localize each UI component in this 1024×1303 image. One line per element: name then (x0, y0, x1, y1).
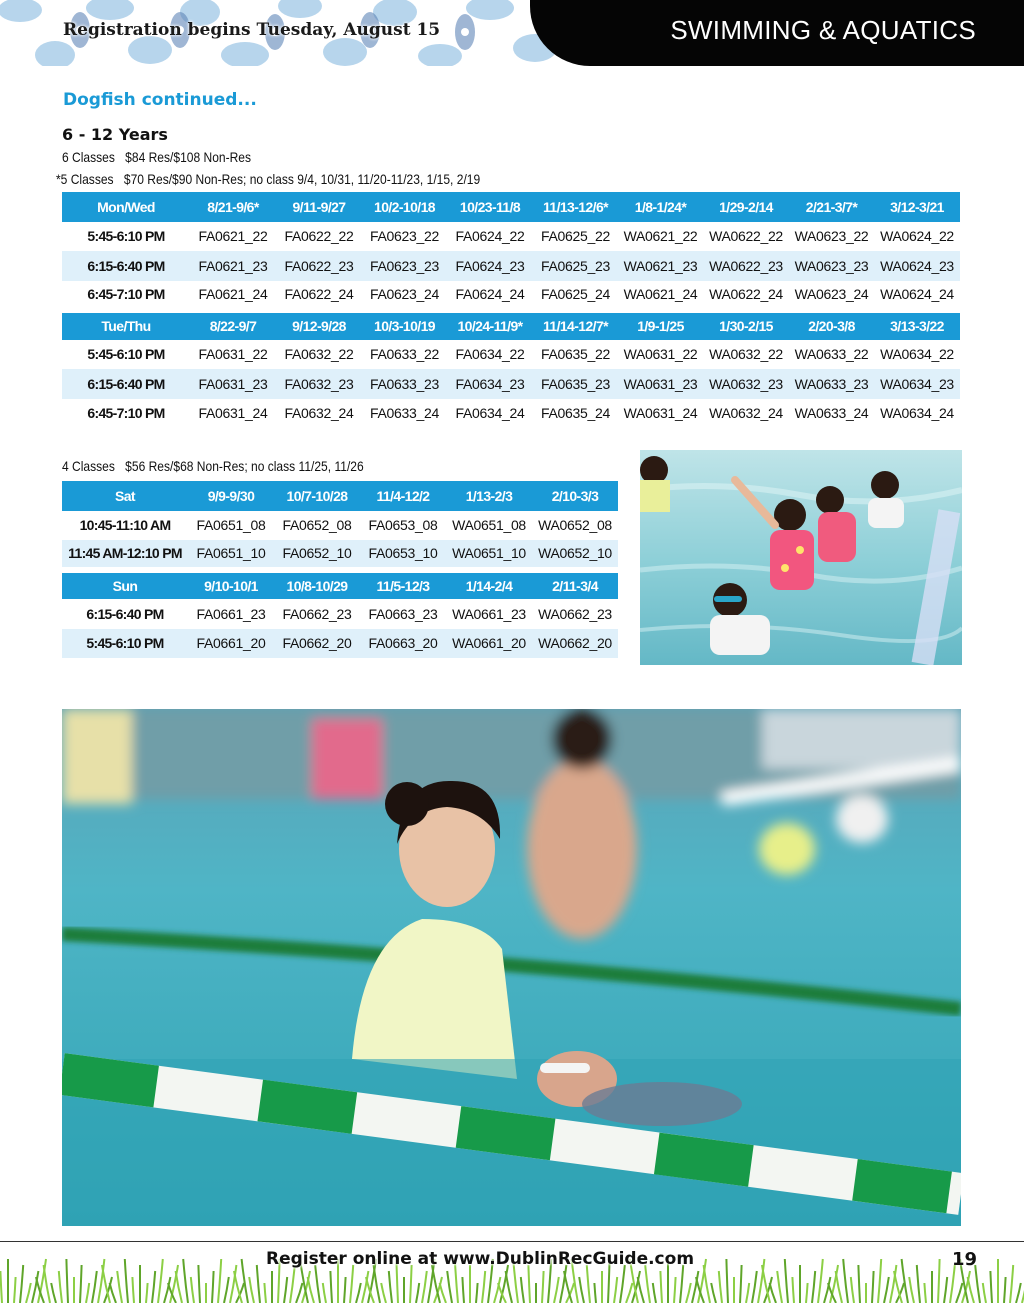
course-code: FA0633_23 (362, 369, 447, 399)
session-dates: 3/12-3/21 (874, 192, 960, 222)
course-code: FA0621_23 (190, 251, 276, 281)
children-swim-lesson-image (640, 450, 962, 665)
session-dates: 11/14-12/7* (533, 310, 618, 340)
course-code: FA0622_24 (276, 281, 362, 311)
course-code: WA0634_23 (874, 369, 960, 399)
course-code: FA0623_23 (362, 251, 447, 281)
session-dates: 9/11-9/27 (276, 192, 362, 222)
day-label: Sun (62, 570, 188, 600)
course-code: FA0635_23 (533, 369, 618, 399)
course-code: WA0623_22 (789, 222, 874, 252)
instructor-pool-lesson-image (62, 709, 961, 1226)
section-tab-title: SWIMMING & AQUATICS (670, 15, 976, 45)
pricing-5-classes (56, 171, 480, 187)
course-code: WA0624_23 (874, 251, 960, 281)
instructor-pool-lesson-photo (62, 709, 961, 1226)
course-code: WA0633_22 (789, 340, 874, 370)
course-code: FA0622_23 (276, 251, 362, 281)
session-dates: 10/24-11/9* (447, 310, 533, 340)
session-dates: 9/9-9/30 (188, 481, 274, 511)
course-code: WA0632_22 (703, 340, 789, 370)
course-code: WA0632_23 (703, 369, 789, 399)
pricing-6-classes (62, 149, 251, 165)
session-dates: 1/14-2/4 (446, 570, 532, 600)
course-code: WA0623_24 (789, 281, 874, 311)
table-row (62, 540, 618, 570)
session-dates: 11/5-12/3 (360, 570, 446, 600)
schedule-header-row (62, 481, 618, 511)
register-online-text: Register online at www.DublinRecGuide.com (266, 1249, 695, 1269)
course-code: FA0635_22 (533, 340, 618, 370)
class-time: 5:45-6:10 PM (62, 340, 190, 370)
session-dates: 2/20-3/8 (789, 310, 874, 340)
class-time: 6:15-6:40 PM (62, 599, 188, 629)
course-code: WA0633_23 (789, 369, 874, 399)
session-dates: 2/10-3/3 (532, 481, 618, 511)
session-dates: 2/21-3/7* (789, 192, 874, 222)
table-row (62, 369, 960, 399)
course-code: FA0633_24 (362, 399, 447, 429)
course-code: WA0622_22 (703, 222, 789, 252)
course-code: FA0662_20 (274, 629, 360, 659)
weekend-schedule-table (62, 481, 618, 658)
course-code: FA0625_22 (533, 222, 618, 252)
page-header (0, 0, 1024, 66)
class-time: 10:45-11:10 AM (62, 511, 188, 541)
session-dates: 1/29-2/14 (703, 192, 789, 222)
course-code: WA0621_22 (618, 222, 703, 252)
session-dates: 10/23-11/8 (447, 192, 533, 222)
course-code: WA0662_20 (532, 629, 618, 659)
course-code: FA0633_22 (362, 340, 447, 370)
course-code: WA0631_23 (618, 369, 703, 399)
course-code: WA0661_23 (446, 599, 532, 629)
class-time: 6:15-6:40 PM (62, 369, 190, 399)
age-group-heading: 6 - 12 Years (62, 125, 168, 144)
course-code: WA0624_22 (874, 222, 960, 252)
course-code: WA0662_23 (532, 599, 618, 629)
course-code: FA0661_23 (188, 599, 274, 629)
course-code: FA0631_24 (190, 399, 276, 429)
course-code: FA0622_22 (276, 222, 362, 252)
day-label: Mon/Wed (62, 192, 190, 222)
session-dates: 1/30-2/15 (703, 310, 789, 340)
course-code: WA0623_23 (789, 251, 874, 281)
course-code: FA0624_22 (447, 222, 533, 252)
session-dates: 10/7-10/28 (274, 481, 360, 511)
course-code: WA0631_24 (618, 399, 703, 429)
course-code: WA0651_10 (446, 540, 532, 570)
course-code: FA0621_24 (190, 281, 276, 311)
table-row (62, 281, 960, 311)
children-swim-lesson-photo (640, 450, 962, 665)
session-dates: 1/8-1/24* (618, 192, 703, 222)
session-dates: 3/13-3/22 (874, 310, 960, 340)
course-code: FA0663_23 (360, 599, 446, 629)
weekday-schedule-table (62, 192, 960, 428)
class-time: 6:15-6:40 PM (62, 251, 190, 281)
course-code: FA0634_24 (447, 399, 533, 429)
course-code: WA0621_23 (618, 251, 703, 281)
class-time: 5:45-6:10 PM (62, 222, 190, 252)
course-code: FA0652_10 (274, 540, 360, 570)
course-code: FA0652_08 (274, 511, 360, 541)
course-code: FA0623_24 (362, 281, 447, 311)
course-code: WA0661_20 (446, 629, 532, 659)
course-code: FA0651_10 (188, 540, 274, 570)
course-code: WA0632_24 (703, 399, 789, 429)
session-dates: 9/12-9/28 (276, 310, 362, 340)
pricing-count: 6 Classes (62, 149, 115, 165)
course-code: FA0653_10 (360, 540, 446, 570)
class-time: 5:45-6:10 PM (62, 629, 188, 659)
course-code: WA0624_24 (874, 281, 960, 311)
course-code: WA0622_23 (703, 251, 789, 281)
pricing-4-classes (62, 458, 364, 474)
course-code: FA0661_20 (188, 629, 274, 659)
session-dates: 11/4-12/2 (360, 481, 446, 511)
day-label: Tue/Thu (62, 310, 190, 340)
table-row (62, 511, 618, 541)
course-code: FA0662_23 (274, 599, 360, 629)
course-code: FA0625_23 (533, 251, 618, 281)
schedule-header-row (62, 570, 618, 600)
course-code: FA0625_24 (533, 281, 618, 311)
table-row (62, 399, 960, 429)
table-row (62, 340, 960, 370)
day-label: Sat (62, 481, 188, 511)
course-code: FA0632_22 (276, 340, 362, 370)
course-code: FA0653_08 (360, 511, 446, 541)
session-dates: 10/8-10/29 (274, 570, 360, 600)
course-code: FA0651_08 (188, 511, 274, 541)
pricing-fee: $84 Res/$108 Non-Res (125, 149, 252, 165)
pricing-count: 4 Classes (62, 458, 115, 474)
page-number: 19 (952, 1249, 978, 1270)
course-code: WA0651_08 (446, 511, 532, 541)
course-code: FA0635_24 (533, 399, 618, 429)
pricing-count: *5 Classes (56, 171, 114, 187)
course-code: WA0631_22 (618, 340, 703, 370)
course-code: FA0634_23 (447, 369, 533, 399)
course-code: FA0632_24 (276, 399, 362, 429)
section-title: Dogfish continued... (63, 90, 257, 110)
class-time: 11:45 AM-12:10 PM (62, 540, 188, 570)
session-dates: 1/13-2/3 (446, 481, 532, 511)
course-code: FA0621_22 (190, 222, 276, 252)
session-dates: 2/11-3/4 (532, 570, 618, 600)
course-code: FA0631_22 (190, 340, 276, 370)
course-code: FA0623_22 (362, 222, 447, 252)
pricing-fee: $70 Res/$90 Non-Res; no class 9/4, 10/31, 11/20-11/23, 1/15, 2/19 (123, 171, 481, 187)
course-code: FA0663_20 (360, 629, 446, 659)
table-row (62, 629, 618, 659)
course-code: WA0634_22 (874, 340, 960, 370)
session-dates: 1/9-1/25 (618, 310, 703, 340)
class-time: 6:45-7:10 PM (62, 399, 190, 429)
course-code: FA0631_23 (190, 369, 276, 399)
session-dates: 8/22-9/7 (190, 310, 276, 340)
course-code: FA0632_23 (276, 369, 362, 399)
grass-decoration (0, 1238, 1024, 1303)
course-code: WA0621_24 (618, 281, 703, 311)
course-code: FA0624_24 (447, 281, 533, 311)
course-code: FA0624_23 (447, 251, 533, 281)
table-row (62, 222, 960, 252)
class-time: 6:45-7:10 PM (62, 281, 190, 311)
session-dates: 10/3-10/19 (362, 310, 447, 340)
course-code: WA0622_24 (703, 281, 789, 311)
course-code: WA0633_24 (789, 399, 874, 429)
registration-notice: Registration begins Tuesday, August 15 (63, 20, 441, 40)
course-code: WA0652_08 (532, 511, 618, 541)
course-code: WA0634_24 (874, 399, 960, 429)
session-dates: 11/13-12/6* (533, 192, 618, 222)
table-row (62, 599, 618, 629)
schedule-header-row (62, 192, 960, 222)
course-code: WA0652_10 (532, 540, 618, 570)
session-dates: 10/2-10/18 (362, 192, 447, 222)
table-row (62, 251, 960, 281)
session-dates: 8/21-9/6* (190, 192, 276, 222)
session-dates: 9/10-10/1 (188, 570, 274, 600)
page-footer (0, 1238, 1024, 1303)
schedule-header-row (62, 310, 960, 340)
pricing-fee: $56 Res/$68 Non-Res; no class 11/25, 11/26 (125, 458, 364, 474)
section-tab (530, 0, 1024, 66)
course-code: FA0634_22 (447, 340, 533, 370)
